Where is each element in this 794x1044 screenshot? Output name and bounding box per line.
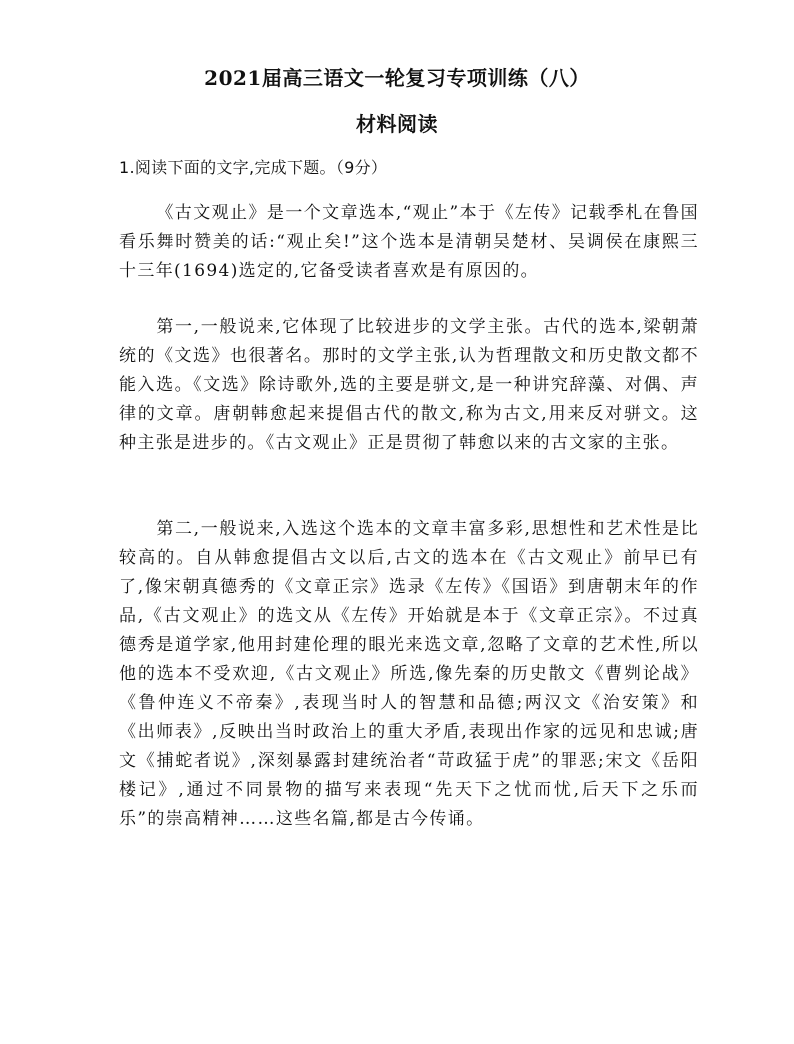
passage-paragraph-2: 第一,一般说来,它体现了比较进步的文学主张。古代的选本,梁朝萧统的《文选》也很著名。那时的文学主张,认为哲理散文和历史散文都不能入选。《文选》除诗歌外,选的主要是骈文,是一种讲究辞藻、对偶、声律的文章。唐朝韩愈起来提倡古代的散文,称为古文,用来反对骈文。这种主张是进步的。《古文观止》正是贯彻了韩愈以来的古文家的主张。 xyxy=(119,317,699,453)
page-subtitle: 材料阅读 xyxy=(356,112,438,136)
passage-paragraph-1: 《古文观止》是一个文章选本,“观止”本于《左传》记载季札在鲁国看乐舞时赞美的话:“观止矣!”这个选本是清朝吴楚材、吴调侯在康熙三十三年(1694)选定的,它备受读者喜欢是有原因的。 xyxy=(119,203,699,281)
question-prompt: 1.阅读下面的文字,完成下题。（9分） xyxy=(119,158,388,177)
passage-paragraph-3: 第二,一般说来,入选这个选本的文章丰富多彩,思想性和艺术性是比较高的。自从韩愈提倡古文以后,古文的选本在《古文观止》前早已有了,像宋朝真德秀的《文章正宗》选录《左传》《国语》到唐朝末年的作品,《古文观止》的选文从《左传》开始就是本于《文章正宗》。不过真德秀是道学家,他用封建伦理的眼光来选文章,忽略了文章的艺术性,所以他的选本不受欢迎,《古文观止》所选,像先秦的历史散文《曹刿论战》《鲁仲连义不帝秦》,表现当时人的智慧和品德;两汉文《治安策》和《出师表》,反映出当时政治上的重大矛盾,表现出作家的远见和忠诚;唐文《捕蛇者说》,深刻暴露封建统治者“苛政猛于虎”的罪恶;宋文《岳阳楼记》,通过不同景物的描写来表现“先天下之忧而忧,后天下之乐而乐”的崇高精神……这些名篇,都是古今传诵。 xyxy=(119,519,699,829)
page-title: 2021届高三语文一轮复习专项训练（八） xyxy=(204,66,590,90)
